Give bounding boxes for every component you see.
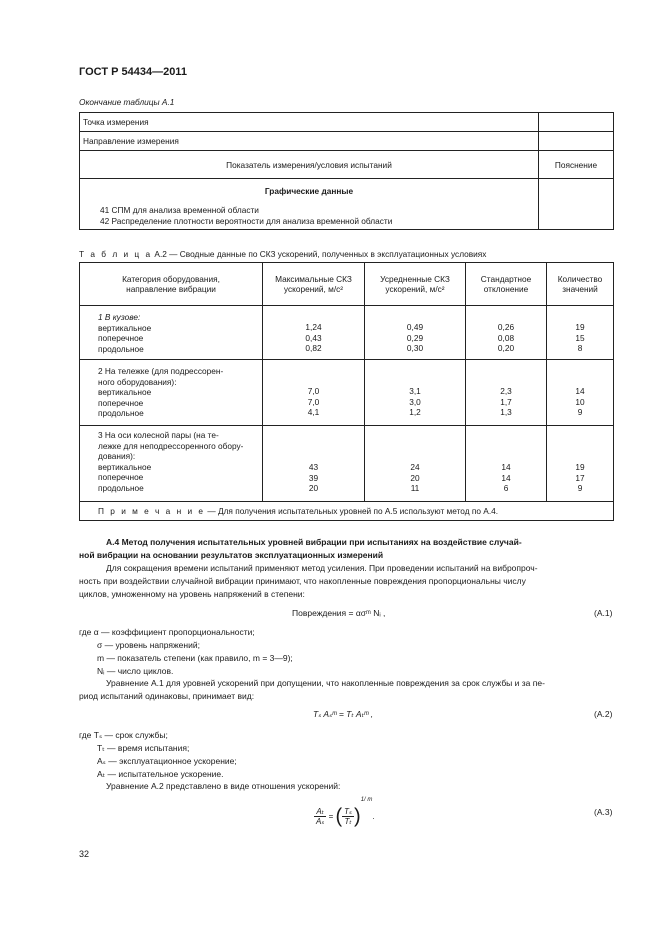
table1-row-direction: Направление измерения	[80, 132, 539, 151]
table1-col-note: Пояснение	[539, 151, 614, 179]
table2-caption-text: А.2 — Сводные данные по СКЗ ускорений, полученных в эксплуатационных условиях	[154, 249, 487, 259]
table2-header-category: Категория оборудования, направление вибрации	[80, 263, 263, 306]
page-number: 32	[79, 849, 90, 859]
group-title: 1 В кузове:	[98, 312, 141, 322]
table1-item-42: 42 Распределение плотности вероятности для анализа временной области	[100, 216, 393, 226]
table2-header-std: Стандартное отклонение	[466, 263, 547, 306]
group-3-max: 43 39 20	[263, 426, 365, 502]
group-1-std: 0,26 0,08 0,20	[466, 306, 547, 360]
table1-section	[80, 179, 539, 230]
table2-caption-prefix: Т а б л и ц а	[79, 249, 153, 259]
eq3-lhs-den: Aₛ	[316, 817, 325, 827]
group-3-avg: 24 20 11	[365, 426, 466, 502]
equation-a3: $\frac{\text{Aₜ}}{\text{Aₛ}}$ = ( $\frac{\text{Tₛ}}{\text{Tₜ}}$ )$^{1/ m}$.	[316, 797, 375, 828]
equation-a2: Tₛ Aₛᵐ = Tₜ Aₜᵐ ,	[313, 709, 374, 719]
eq3-rhs-den: Tₜ	[344, 817, 352, 827]
note-text: — Для получения испытательных уровней по А.5 используют метод по А.4.	[207, 506, 499, 516]
note-prefix: П р и м е ч а н и е	[98, 506, 206, 516]
table1-section-title: Графические данные	[264, 186, 354, 196]
group-2-std: 2,3 1,7 1,3	[466, 360, 547, 426]
paragraph-2-line2: риод испытаний одинаковы, принимает вид:	[79, 691, 255, 701]
group-rows: вертикальное поперечное продольное	[98, 461, 152, 493]
group-rows: вертикальное поперечное продольное	[98, 322, 152, 354]
group-1-avg: 0,49 0,29 0,30	[365, 306, 466, 360]
group-rows: вертикальное поперечное продольное	[98, 387, 152, 418]
group-2-avg: 3,1 3,0 1,2	[365, 360, 466, 426]
group-1-max: 1,24 0,43 0,82	[263, 306, 365, 360]
where2-line1: где Tₛ — срок службы;	[79, 730, 168, 740]
table2-group-3	[80, 426, 263, 502]
where1-line2: σ — уровень напряжений;	[97, 640, 200, 650]
table2-group-2	[80, 360, 263, 426]
where1-line1: где α — коэффициент пропорциональности;	[79, 627, 255, 637]
paragraph-2-line1: Уравнение А.1 для уровней ускорений при допущении, что накопленные повреждения за срок службы и за пе-	[106, 678, 545, 688]
table1-item-41: 41 СПМ для анализа временной области	[100, 205, 259, 215]
paragraph-1-line1: Для сокращения времени испытаний применяют метод усиления. При проведении испытаний на вибропроч-	[106, 563, 538, 573]
group-title: 2 На тележке (для подрессорен- ного оборудования):	[98, 366, 224, 387]
table1-cell-empty	[539, 179, 614, 230]
table2	[79, 262, 614, 521]
table2-header-avg: Усредненные СКЗ ускорений, м/с²	[365, 263, 466, 306]
table1-cell-empty	[539, 132, 614, 151]
where1-line3: m — показатель степени (как правило, m = 3—9);	[97, 653, 293, 663]
paragraph-3: Уравнение А.2 представлено в виде отношения ускорений:	[106, 781, 341, 791]
where2-line4: Aₜ — испытательное ускорение.	[97, 769, 224, 779]
paragraph-1-line3: циклов, умноженному на уровень напряжений в степени:	[79, 589, 305, 599]
document-header: ГОСТ Р 54434—2011	[79, 66, 187, 78]
table2-caption	[79, 249, 486, 259]
eq3-lhs-num: Aₜ	[314, 807, 326, 817]
table1-caption: Окончание таблицы А.1	[79, 97, 175, 107]
equation-a3-number: (А.3)	[594, 807, 613, 817]
group-2-max: 7,0 7,0 4,1	[263, 360, 365, 426]
section-heading-line1: А.4 Метод получения испытательных уровней вибрации при испытаниях на воздействие случай-	[106, 537, 522, 547]
table2-group-1	[80, 306, 263, 360]
table2-note	[80, 502, 614, 521]
group-3-std: 14 14 6	[466, 426, 547, 502]
eq3-exponent: 1/ m	[360, 797, 373, 803]
group-1-count: 19 15 8	[547, 306, 614, 360]
table1-col-indicator: Показатель измерения/условия испытаний	[80, 151, 539, 179]
eq3-rhs-fraction	[342, 807, 354, 826]
where1-line4: Nᵢ — число циклов.	[97, 666, 174, 676]
table1-cell-empty	[539, 113, 614, 132]
equation-a1: Повреждения = ασᵐ Nᵢ ,	[292, 608, 386, 618]
table1	[79, 112, 614, 230]
eq3-rhs-num: Tₛ	[344, 807, 353, 817]
equation-a2-number: (А.2)	[594, 709, 613, 719]
equation-a1-number: (А.1)	[594, 608, 613, 618]
where2-line2: Tₜ — время испытания;	[97, 743, 190, 753]
paragraph-1-line2: ность при воздействии случайной вибрации принимают, что накопленные повреждения пропорциональны числу	[79, 576, 526, 586]
table1-row-point: Точка измерения	[80, 113, 539, 132]
group-title: 3 На оси колесной пары (на те- лежке для неподрессоренного обору- дования):	[98, 430, 244, 461]
group-2-count: 14 10 9	[547, 360, 614, 426]
eq3-lhs-fraction	[314, 807, 326, 826]
table2-header-max: Максимальные СКЗ ускорений, м/с²	[263, 263, 365, 306]
where2-line3: Aₛ — эксплуатационное ускорение;	[97, 756, 237, 766]
section-heading-line2: ной вибрации на основании результатов эксплуатационных измерений	[79, 550, 384, 560]
table2-header-count: Количество значений	[547, 263, 614, 306]
group-3-count: 19 17 9	[547, 426, 614, 502]
